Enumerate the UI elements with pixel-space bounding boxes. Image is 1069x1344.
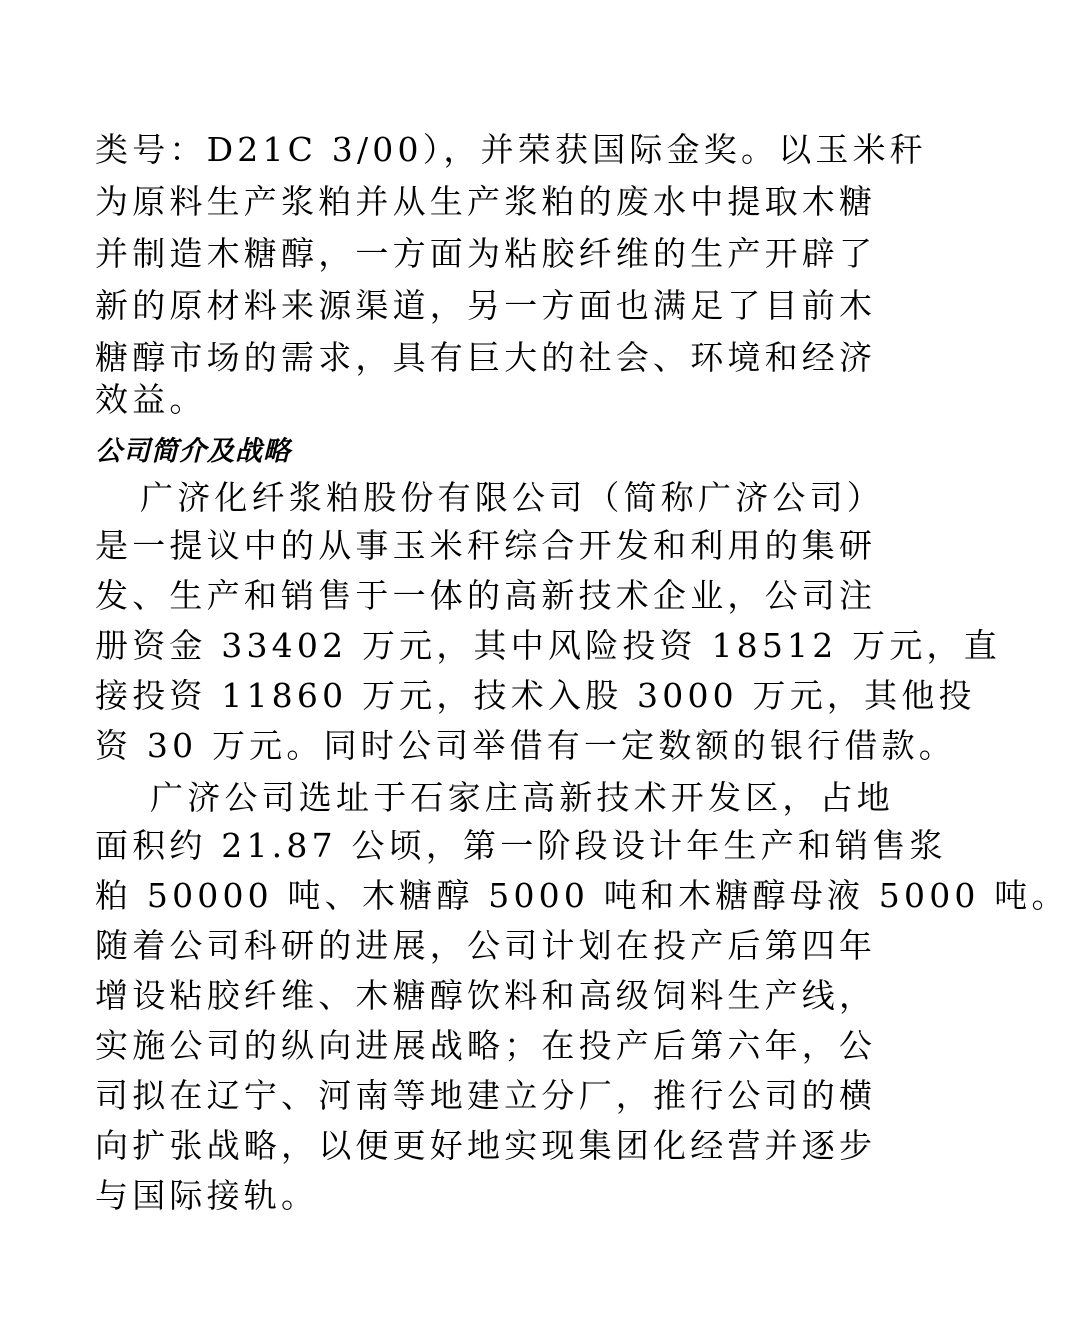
section-heading: 公司简介及战略 <box>95 436 291 467</box>
paragraph1-line-5: 接投资 11860 万元，技术入股 3000 万元，其他投 <box>95 676 976 715</box>
paragraph2-line-3: 粕 50000 吨、木糖醇 5000 吨和木糖醇母液 5000 吨。 <box>95 876 1069 915</box>
paragraph1-line-3: 发、生产和销售于一体的高新技术企业，公司注 <box>95 576 877 615</box>
paragraph2-line-8: 向扩张战略，以便更好地实现集团化经营并逐步 <box>95 1126 877 1165</box>
paragraph1-line-2: 是一提议中的从事玉米秆综合开发和利用的集研 <box>95 526 877 565</box>
paragraph2-line-2: 面积约 21.87 公顷，第一阶段设计年生产和销售浆 <box>95 826 947 865</box>
paragraph1-line-4: 册资金 33402 万元，其中风险投资 18512 万元，直 <box>95 626 1001 665</box>
intro-line-6: 效益。 <box>95 380 207 419</box>
paragraph1-line-1: 广济化纤浆粕股份有限公司（简称广济公司） <box>140 478 884 517</box>
paragraph1-line-6: 资 30 万元。同时公司举借有一定数额的银行借款。 <box>95 726 956 765</box>
intro-line-3: 并制造木糖醇，一方面为粘胶纤维的生产开辟了 <box>95 234 877 273</box>
paragraph2-line-1: 广济公司选址于石家庄高新技术开发区，占地 <box>150 778 894 817</box>
paragraph2-line-5: 增设粘胶纤维、木糖醇饮料和高级饲料生产线， <box>95 976 877 1015</box>
intro-line-1: 类号：D21C 3/00），并荣获国际金奖。以玉米秆 <box>95 130 927 169</box>
paragraph2-line-4: 随着公司科研的进展，公司计划在投产后第四年 <box>95 926 877 965</box>
paragraph2-line-9: 与国际接轨。 <box>95 1176 319 1215</box>
intro-line-2: 为原料生产浆粕并从生产浆粕的废水中提取木糖 <box>95 182 877 221</box>
paragraph2-line-6: 实施公司的纵向进展战略；在投产后第六年，公 <box>95 1026 877 1065</box>
intro-line-4: 新的原材料来源渠道，另一方面也满足了目前木 <box>95 286 877 325</box>
paragraph2-line-7: 司拟在辽宁、河南等地建立分厂，推行公司的横 <box>95 1076 877 1115</box>
intro-line-5: 糖醇市场的需求，具有巨大的社会、环境和经济 <box>95 338 877 377</box>
